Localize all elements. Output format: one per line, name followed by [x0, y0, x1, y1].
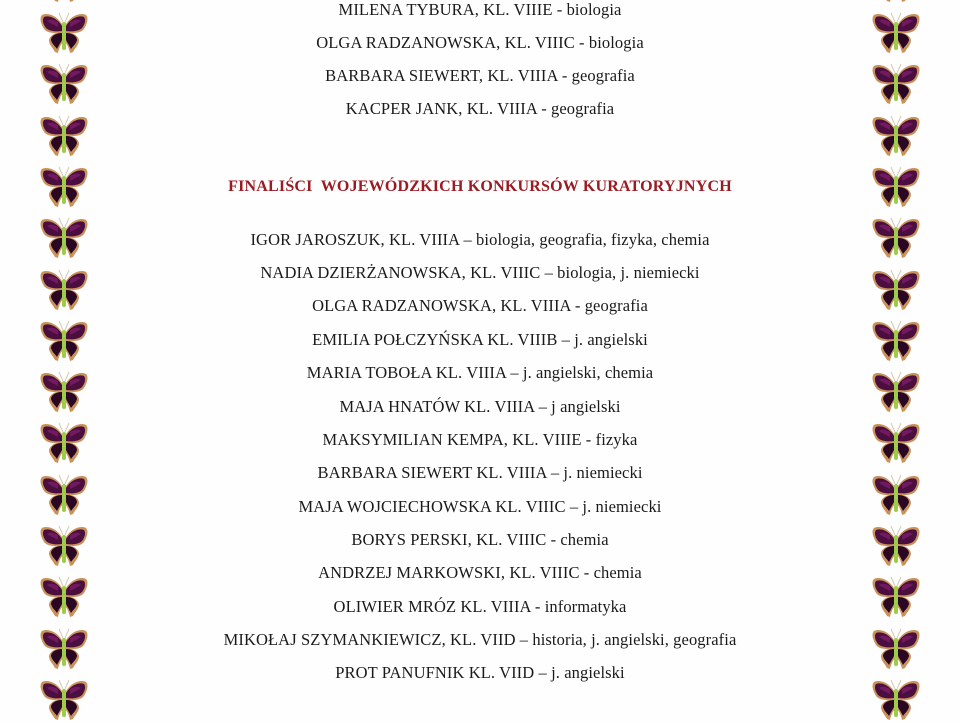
butterfly-icon: [870, 164, 922, 210]
butterfly-icon: [38, 0, 90, 5]
butterfly-icon: [38, 61, 90, 107]
finalist-item: MAKSYMILIAN KEMPA, KL. VIIIE - fizyka: [322, 430, 638, 449]
left-butterfly-border: [36, 0, 92, 679]
top-list-item: MILENA TYBURA, KL. VIIIE - biologia: [338, 0, 622, 19]
butterfly-icon: [870, 61, 922, 107]
butterfly-icon: [870, 574, 922, 620]
butterfly-icon: [870, 267, 922, 313]
top-list-item: KACPER JANK, KL. VIIIA - geografia: [345, 99, 615, 118]
butterfly-icon: [38, 10, 90, 56]
section-heading: FINALIŚCI WOJEWÓDZKICH KONKURSÓW KURATORYJNYCH: [228, 178, 732, 195]
butterfly-icon: [870, 677, 922, 723]
butterfly-icon: [38, 164, 90, 210]
butterfly-icon: [870, 626, 922, 672]
finalist-item: OLGA RADZANOWSKA, KL. VIIIA - geografia: [312, 296, 648, 315]
finalist-item: NADIA DZIERŻANOWSKA, KL. VIIIC – biologia, j. niemiecki: [260, 263, 700, 282]
butterfly-icon: [38, 626, 90, 672]
butterfly-icon: [870, 472, 922, 518]
butterfly-icon: [870, 318, 922, 364]
finalist-item: BARBARA SIEWERT KL. VIIIA – j. niemiecki: [317, 463, 643, 482]
butterfly-icon: [38, 420, 90, 466]
butterfly-icon: [38, 369, 90, 415]
butterfly-icon: [38, 267, 90, 313]
top-list-item: BARBARA SIEWERT, KL. VIIIA - geografia: [325, 66, 635, 85]
butterfly-icon: [38, 215, 90, 261]
butterfly-icon: [38, 574, 90, 620]
finalist-item: IGOR JAROSZUK, KL. VIIIA – biologia, geografia, fizyka, chemia: [250, 230, 710, 249]
finalist-item: MIKOŁAJ SZYMANKIEWICZ, KL. VIID – historia, j. angielski, geografia: [223, 630, 737, 649]
butterfly-icon: [870, 10, 922, 56]
finalist-item: MAJA HNATÓW KL. VIIIA – j angielski: [339, 397, 621, 416]
butterfly-icon: [870, 0, 922, 5]
top-list-item: OLGA RADZANOWSKA, KL. VIIIC - biologia: [316, 33, 644, 52]
butterfly-icon: [38, 113, 90, 159]
right-butterfly-border: [868, 0, 924, 679]
butterfly-icon: [870, 369, 922, 415]
butterfly-icon: [870, 420, 922, 466]
finalist-item: PROT PANUFNIK KL. VIID – j. angielski: [335, 663, 625, 682]
butterfly-icon: [38, 677, 90, 723]
finalist-item: OLIWIER MRÓZ KL. VIIIA - informatyka: [333, 597, 627, 616]
butterfly-icon: [870, 113, 922, 159]
finalist-item: ANDRZEJ MARKOWSKI, KL. VIIIC - chemia: [318, 563, 642, 582]
finalist-item: MARIA TOBOŁA KL. VIIIA – j. angielski, chemia: [306, 363, 654, 382]
butterfly-icon: [38, 318, 90, 364]
butterfly-icon: [38, 523, 90, 569]
finalist-item: MAJA WOJCIECHOWSKA KL. VIIIC – j. niemiecki: [298, 497, 662, 516]
butterfly-icon: [870, 215, 922, 261]
finalist-item: EMILIA POŁCZYŃSKA KL. VIIIB – j. angielski: [312, 330, 648, 349]
finalist-item: BORYS PERSKI, KL. VIIIC - chemia: [351, 530, 609, 549]
butterfly-icon: [870, 523, 922, 569]
butterfly-icon: [38, 472, 90, 518]
